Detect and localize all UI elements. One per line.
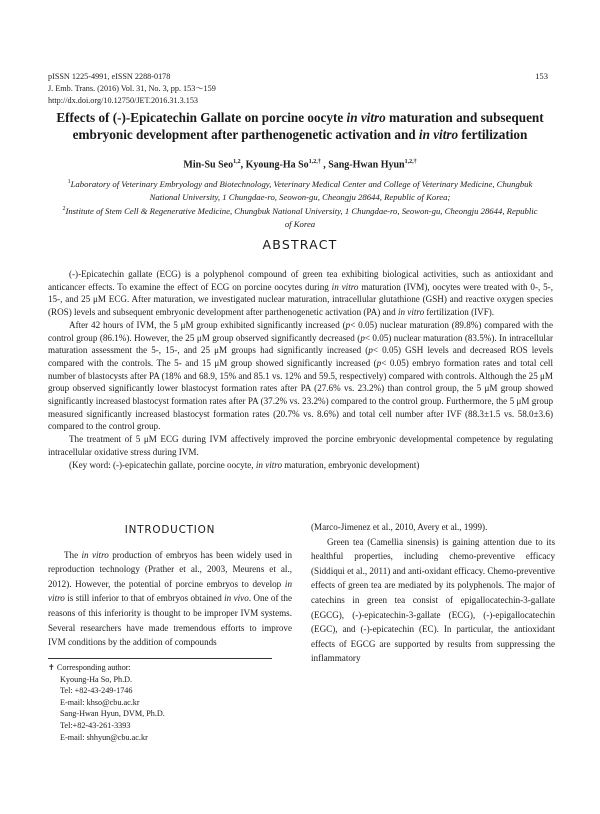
page-number: 153 <box>535 71 548 81</box>
abstract-body <box>48 268 553 471</box>
footnote-line: Sang-Hwan Hyun, DVM, Ph.D. <box>60 709 165 719</box>
footnote-email: E-mail: shhyun@cbu.ac.kr <box>60 732 148 742</box>
footnote-email: E-mail: khso@cbu.ac.kr <box>60 697 140 707</box>
introduction-heading: INTRODUCTION <box>124 524 216 536</box>
author-name: Kyoung-Ha So <box>245 159 309 171</box>
abstract-heading: ABSTRACT <box>262 237 338 252</box>
left-column <box>48 520 292 650</box>
doi-link[interactable]: http://dx.doi.org/10.12750/JET.2016.31.3.153 <box>48 96 199 106</box>
intro-paragraph: The in vitro production of embryos has been widely used in reproduction technology (Prather et al., 2003, Meurens et al., 2012). However, the potential of porcine embryos to develop in vitro is still inferior to that of embryos obtained in vivo. One of the reasons of this inferiority is thought to be improper IVM systems. Several researchers have made tremendous efforts to improve IVM conditions by the addition of compounds <box>48 549 292 648</box>
abstract-paragraph: The treatment of 5 μM ECG during IVM affectively improved the porcine embryonic developmental competence by regulating intracellular oxidative stress during IVM. <box>48 434 553 457</box>
journal-header <box>48 71 216 108</box>
intro-paragraph: Green tea (Camellia sinensis) is gaining attention due to its healthful properties, including chemo-preventive efficacy (Siddiqui et al., 2011) and anti-oxidant efficacy. Chemo-preventive effects of green tea are mediated by its polyphenols. The major of catechins in green tea consist of epigallocatechin-3-gallate (EGCG), (-)-epicatechin-3-gallate (ECG), (-)-epigallocatechin (EGC), and (-)-epicatechin (EC). In particular, the antioxidant effects of EGCG are supported by results from suppressing the inflammatory <box>311 536 555 664</box>
footnote-divider <box>48 658 272 659</box>
right-column <box>311 520 555 666</box>
journal-citation: J. Emb. Trans. (2016) Vol. 31, No. 3, pp. 153～159 <box>48 84 216 94</box>
affiliation-1: $^1$Laboratory of Veterinary Embryology and Biotechnology, Veterinary Medical Center and College of Veterinary Medicine, Chungbuk National University, 1 Chungdae-ro, Seowon-gu, Cheongju 28644, Republic of Korea; <box>67 178 533 202</box>
paper-title: Effects of (-)-Epicatechin Gallate on porcine oocyte in vitro maturation and subsequent embryonic development after parthenogenetic activation and in vitro fertilization <box>56 110 544 142</box>
footnote-label: ✝ Corresponding author: <box>48 663 131 672</box>
author-name: Sang-Hwan Hyun <box>328 159 405 171</box>
corresponding-author-footnote <box>48 662 165 743</box>
footnote-line: Kyoung-Ha So, Ph.D. <box>60 674 133 684</box>
keywords: (Key word: (-)-epicatechin gallate, porcine oocyte, in vitro maturation, embryonic development) <box>69 459 420 470</box>
footnote-line: Tel: +82-43-249-1746 <box>60 686 133 696</box>
affiliation-2: $^2$Institute of Stem Cell & Regenerative Medicine, Chungbuk National University, 1 Chungdae-ro, Seowon-gu, Cheongju 28644, Republic of Korea <box>62 206 538 230</box>
affiliations <box>58 176 542 231</box>
issn-line: pISSN 1225-4991, eISSN 2288-0178 <box>48 72 171 81</box>
intro-paragraph-cont: (Marco-Jimenez et al., 2010, Avery et al., 1999). <box>311 522 488 532</box>
abstract-paragraph: (-)-Epicatechin gallate (ECG) is a polyphenol compound of green tea exhibiting biological activities, such as antioxidant and anticancer effects. To examine the effect of ECG on porcine oocytes during in vitro maturation (IVM), oocytes were treated with 0-, 5-, 15-, and 25 μM ECG. After maturation, we investigated nuclear maturation, intracellular glutathione (GSH) and reactive oxygen species (ROS) levels and subsequent embryonic development after parthenogenetic activation (PA) and in vitro fertilization (IVF). <box>48 269 553 318</box>
footnote-line: Tel:+82-43-261-3393 <box>60 720 131 730</box>
author-list: Min-Su Seo$^{1,2}$, Kyoung-Ha $So^{1,2,\dagger}$ , Sang-Hwan Hyun$^{1,2,\dagger}$ <box>183 159 417 171</box>
abstract-paragraph: After 42 hours of IVM, the 5 μM group exhibited significantly increased (p< 0.05) nuclear maturation (89.8%) compared with the control group (86.1%). However, the 25 μM group observed significantly decreased (p< 0.05) nuclear maturation (83.5%). In intracellular maturation assessment the 5-, 15-, and 25 μM groups had significantly increased (p< 0.05) GSH levels and decreased ROS levels compared with the controls. The 5- and 15 μM group showed significantly increased (p< 0.05) embryo formation rates and total cell number of blastocysts after PA (18% and 68.9, 15% and 85.1 vs. 12% and 59.5, respectively) compared with controls. Although the 25 μM group observed significantly lower blastocyst formation rates after PA (27.6% vs. 23.2%) than control group, the 5 μM group showed significantly increased blastocyst formation rates after PA (37.2% vs. 23.2%) compared to the control group. Furthermore, the 5 μM group measured significantly increased blastocyst formation rates (20.7% vs. 8.6%) and total cell number after IVF (88.3±1.5 vs. 58.0±3.6) compared to the control group. <box>48 319 554 432</box>
author-name: Min-Su Seo <box>183 159 234 171</box>
